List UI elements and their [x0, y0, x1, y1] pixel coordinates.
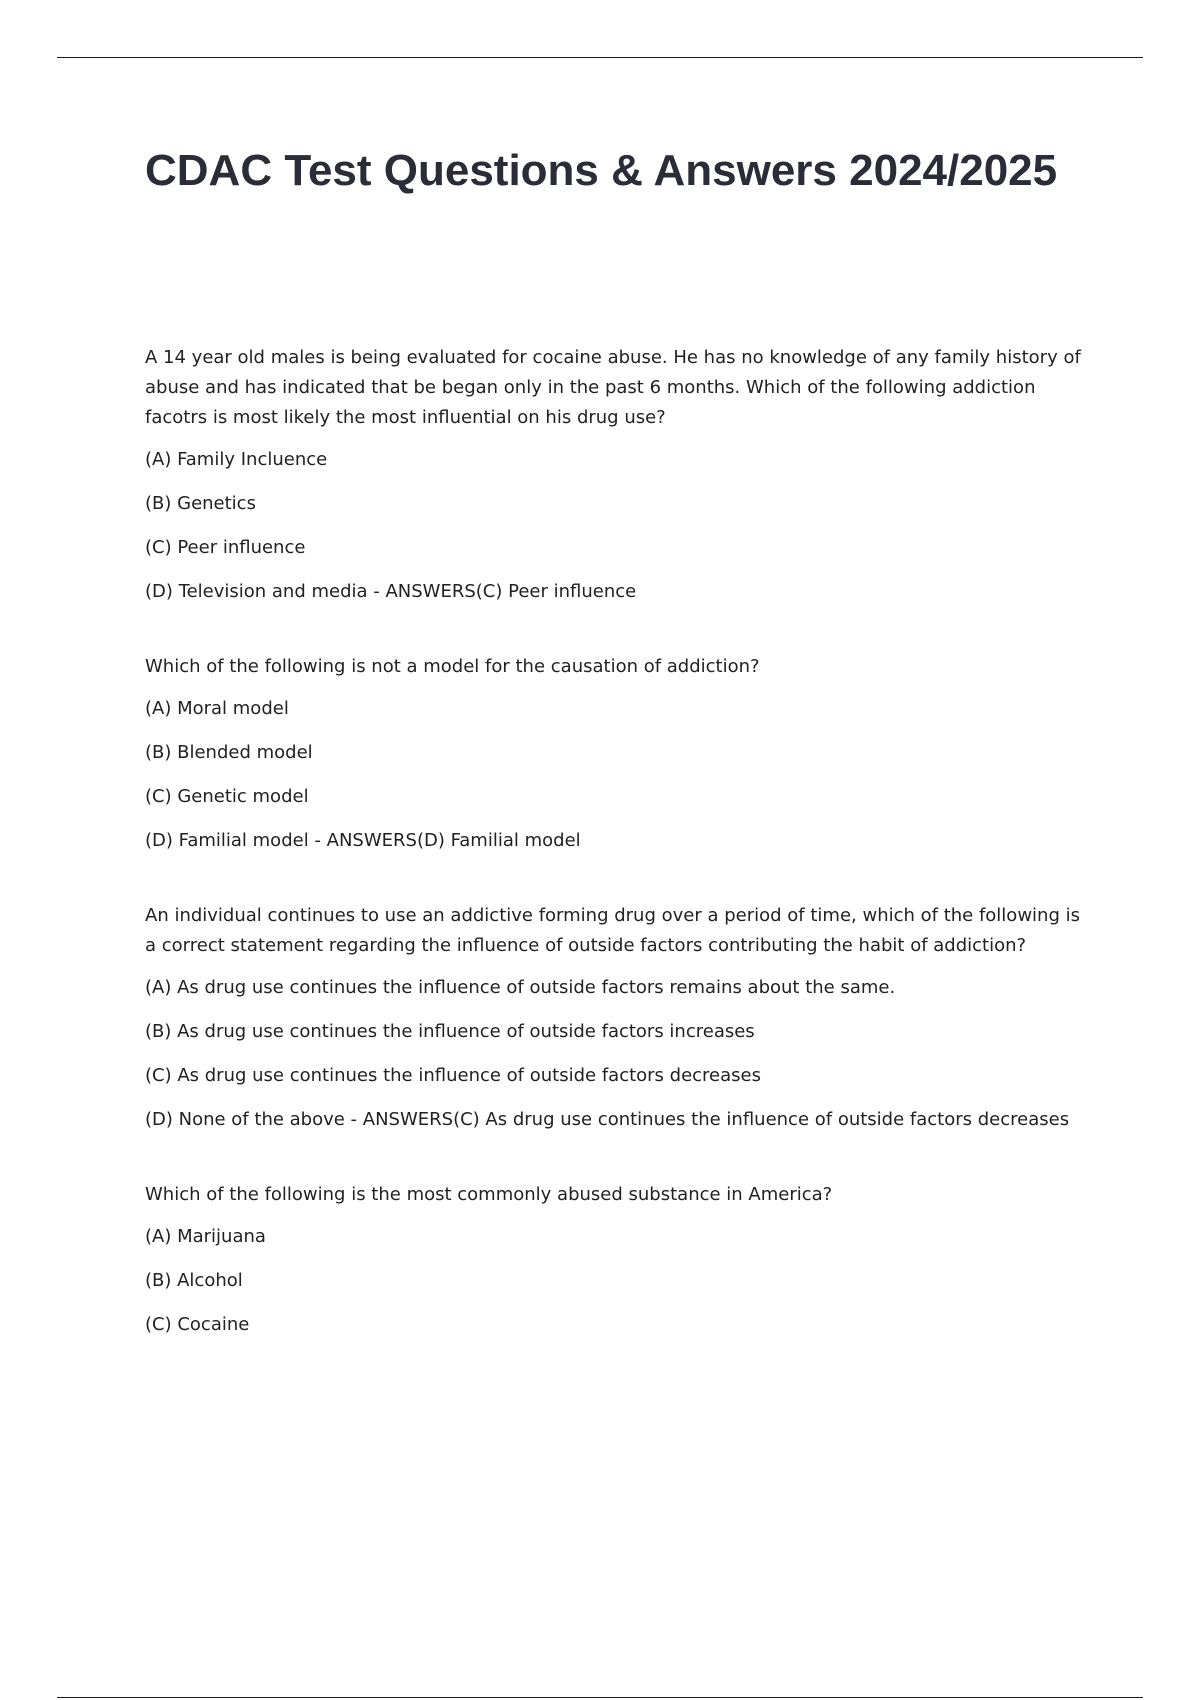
option-a: (A) Moral model [145, 698, 289, 719]
footer-rule [57, 1697, 1143, 1698]
question-3 [145, 901, 1085, 1135]
question-list [145, 343, 1085, 1385]
question-text: A 14 year old males is being evaluated for cocaine abuse. He has no knowledge of any family history of abuse and has indicated that be began only in the past 6 months. Which of the following addiction facotrs is most likely the most influential on his drug use? [145, 347, 1081, 428]
question-text: An individual continues to use an addictive forming drug over a period of time, which of the following is a correct statement regarding the influence of outside factors contributing the habit of addiction? [145, 905, 1080, 956]
option-c: (C) Genetic model [145, 786, 309, 807]
option-a: (A) As drug use continues the influence of outside factors remains about the same. [145, 977, 896, 998]
option-a: (A) Family Incluence [145, 449, 328, 470]
option-b: (B) Blended model [145, 742, 313, 763]
option-a: (A) Marijuana [145, 1226, 266, 1247]
option-d-with-answer: (D) None of the above - ANSWERS(C) As drug use continues the influence of outside factors decreases [145, 1109, 1070, 1130]
option-d-with-answer: (D) Familial model - ANSWERS(D) Familial model [145, 830, 581, 851]
question-2 [145, 652, 1085, 856]
header-rule [57, 57, 1143, 58]
option-b: (B) Alcohol [145, 1270, 243, 1291]
question-text: Which of the following is the most commonly abused substance in America? [145, 1184, 833, 1205]
question-text: Which of the following is not a model for the causation of addiction? [145, 656, 760, 677]
option-b: (B) Genetics [145, 493, 256, 514]
question-4 [145, 1180, 1085, 1340]
option-c: (C) Cocaine [145, 1314, 250, 1335]
document-title: CDAC Test Questions & Answers 2024/2025 [145, 146, 1058, 195]
option-c: (C) Peer influence [145, 537, 306, 558]
option-b: (B) As drug use continues the influence of outside factors increases [145, 1021, 755, 1042]
option-d-with-answer: (D) Television and media - ANSWERS(C) Peer influence [145, 581, 637, 602]
question-1 [145, 343, 1085, 607]
option-c: (C) As drug use continues the influence of outside factors decreases [145, 1065, 761, 1086]
